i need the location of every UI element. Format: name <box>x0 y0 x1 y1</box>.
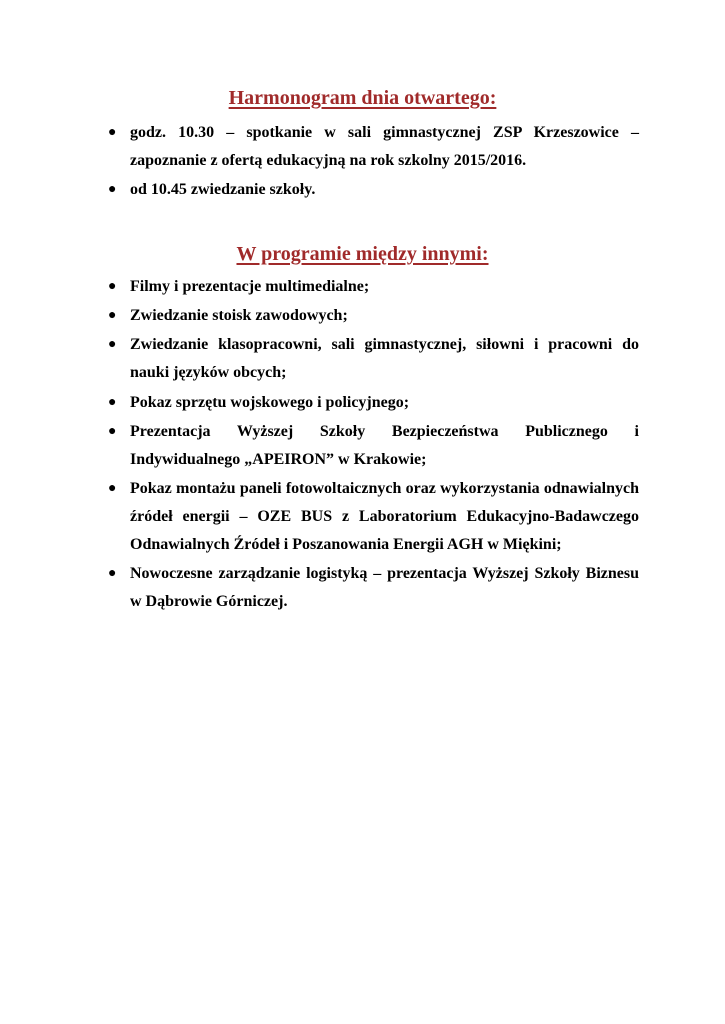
program-item-text: Filmy i prezentacje multimedialne; <box>130 278 370 295</box>
list-item <box>0 389 725 417</box>
schedule-heading: Harmonogram dnia otwartego: <box>228 87 497 109</box>
list-item <box>0 119 725 175</box>
schedule-item-text: godz. 10.30 – spotkanie w sali gimnastycznej ZSP Krzeszowice – zapoznanie z ofertą edukacyjną na rok szkolny 2015/2016. <box>130 124 639 169</box>
program-item-text: Zwiedzanie klasopracowni, sali gimnastycznej, siłowni i pracowni do nauki języków obcych; <box>130 336 639 382</box>
list-item <box>0 302 725 330</box>
list-item <box>0 273 725 301</box>
bullet-icon: ● <box>108 182 117 198</box>
schedule-item-text: od 10.45 zwiedzanie szkoły. <box>130 181 316 199</box>
program-item-text: Pokaz sprzętu wojskowego i policyjnego; <box>130 393 410 411</box>
list-item <box>0 560 725 616</box>
program-item-text: Prezentacja Wyższej Szkoły Bezpieczeństwa Publicznego i Indywidualnego „APEIRON” w Krakowie; <box>130 422 639 468</box>
bullet-icon: ● <box>108 337 117 353</box>
bullet-icon: ● <box>108 308 117 324</box>
bullet-icon: ● <box>108 480 117 496</box>
list-item <box>0 176 725 204</box>
bullet-icon: ● <box>108 279 117 294</box>
program-heading: W programie między innymi: <box>236 243 489 265</box>
program-item-text: Zwiedzanie stoisk zawodowych; <box>130 307 348 325</box>
bullet-icon: ● <box>108 423 117 439</box>
bullet-icon: ● <box>108 566 117 582</box>
list-item <box>0 331 725 387</box>
bullet-icon: ● <box>108 125 117 140</box>
program-list <box>0 273 725 617</box>
schedule-list <box>0 119 725 205</box>
list-item <box>0 418 725 474</box>
list-item <box>0 475 725 559</box>
bullet-icon: ● <box>108 394 117 410</box>
program-item-text: Pokaz montażu paneli fotowoltaicznych oraz wykorzystania odnawialnych źródeł energii – OZE BUS z Laboratorium Edukacyjno-Badawczego Odnawialnych Źródeł i Poszanowania Energii AGH w Miękini; <box>130 479 639 553</box>
program-item-text: Nowoczesne zarządzanie logistyką – prezentacja Wyższej Szkoły Biznesu w Dąbrowie Górniczej. <box>130 565 639 611</box>
